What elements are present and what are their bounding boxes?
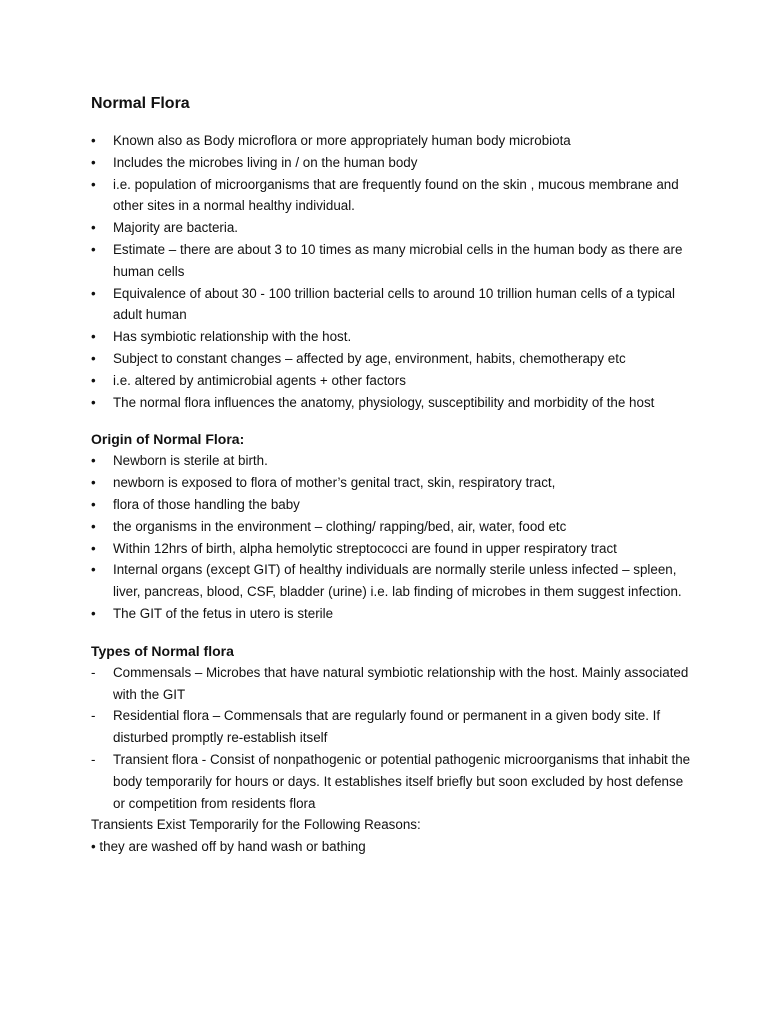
list-item: • Equivalence of about 30 - 100 trillion bacterial cells to around 10 trillion human cells of a typical adult human	[91, 283, 691, 327]
dash-marker: -	[91, 751, 96, 767]
bullet-marker: •	[91, 241, 96, 257]
bullet-marker: •	[91, 329, 96, 345]
bullet-marker: •	[91, 285, 96, 301]
list-item: • Internal organs (except GIT) of healthy individuals are normally sterile unless infected – spleen, liver, pancreas, blood, CSF, bladder (urine) i.e. lab finding of microbes in them suggest infection.	[91, 559, 691, 603]
list-item: • Has symbiotic relationship with the host.	[91, 326, 691, 348]
list-item: - Commensals – Microbes that have natural symbiotic relationship with the host. Mainly associated with the GIT	[91, 662, 691, 706]
list-item: • Estimate – there are about 3 to 10 times as many microbial cells in the human body as there are human cells	[91, 239, 691, 283]
section-gap	[91, 413, 691, 428]
bullet-marker: •	[91, 220, 96, 236]
list-item: • Within 12hrs of birth, alpha hemolytic streptococci are found in upper respiratory tract	[91, 538, 691, 560]
section-gap	[91, 625, 691, 640]
types-dash-list	[91, 662, 691, 815]
intro-bullet-list	[91, 130, 691, 413]
list-item: • The GIT of the fetus in utero is sterile	[91, 603, 691, 625]
list-item: • Includes the microbes living in / on the human body	[91, 152, 691, 174]
bullet-marker: •	[91, 475, 96, 491]
bullet-marker: •	[91, 154, 96, 170]
list-item: • Known also as Body microflora or more appropriately human body microbiota	[91, 130, 691, 152]
list-item: • Subject to constant changes – affected by age, environment, habits, chemotherapy etc	[91, 348, 691, 370]
list-item: • flora of those handling the baby	[91, 494, 691, 516]
bullet-marker: •	[91, 518, 96, 534]
bullet-marker: •	[91, 605, 96, 621]
list-item: • The normal flora influences the anatomy, physiology, susceptibility and morbidity of the host	[91, 392, 691, 414]
bullet-marker: •	[91, 372, 96, 388]
origin-heading: Origin of Normal Flora:	[91, 431, 245, 448]
list-item: • Newborn is sterile at birth.	[91, 450, 691, 472]
list-item: • the organisms in the environment – clothing/ rapping/bed, air, water, food etc	[91, 516, 691, 538]
bullet-marker: •	[91, 540, 96, 556]
list-item: - Transient flora - Consist of nonpathogenic or potential pathogenic microorganisms that inhabit the body temporarily for hours or days. It establishes itself briefly but soon excluded by host defense or competition from residents flora	[91, 749, 691, 814]
transients-line: Transients Exist Temporarily for the Following Reasons:	[91, 817, 421, 833]
document-content	[91, 93, 691, 858]
bullet-marker: •	[91, 453, 96, 469]
bullet-marker: •	[91, 350, 96, 366]
origin-bullet-list	[91, 450, 691, 624]
transients-bullet: • they are washed off by hand wash or bathing	[91, 839, 366, 855]
list-item: • Majority are bacteria.	[91, 217, 691, 239]
page-title: Normal Flora	[91, 95, 190, 112]
dash-marker: -	[91, 664, 96, 680]
list-item: - Residential flora – Commensals that are regularly found or permanent in a given body site. If disturbed promptly re-establish itself	[91, 705, 691, 749]
bullet-marker: •	[91, 496, 96, 512]
bullet-marker: •	[91, 562, 96, 578]
list-item: • i.e. population of microorganisms that are frequently found on the skin , mucous membrane and other sites in a normal healthy individual.	[91, 174, 691, 218]
list-item: • newborn is exposed to flora of mother’s genital tract, skin, respiratory tract,	[91, 472, 691, 494]
list-item: • i.e. altered by antimicrobial agents + other factors	[91, 370, 691, 392]
types-heading: Types of Normal flora	[91, 642, 234, 659]
dash-marker: -	[91, 708, 96, 724]
bullet-marker: •	[91, 394, 96, 410]
bullet-marker: •	[91, 176, 96, 192]
bullet-marker: •	[91, 133, 96, 148]
